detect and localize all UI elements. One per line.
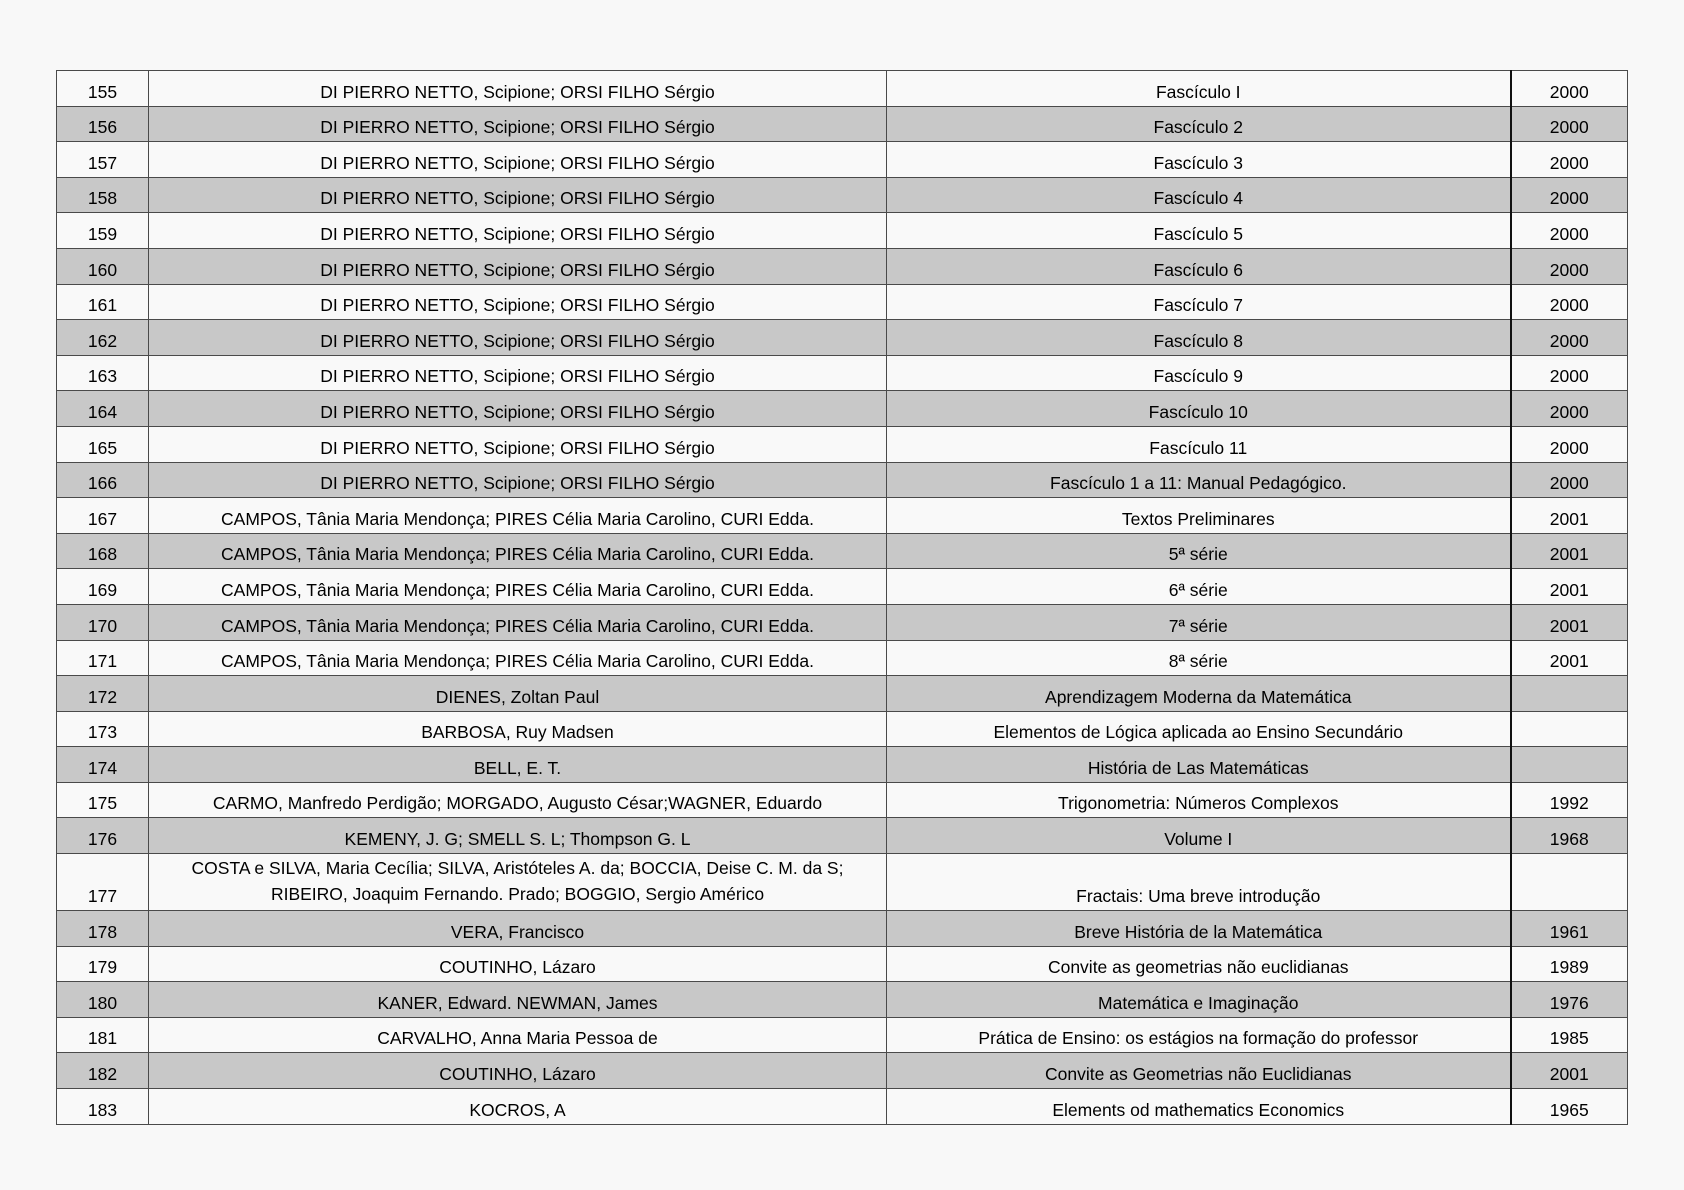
- year-cell: [1511, 711, 1628, 747]
- year-cell: 2000: [1511, 71, 1628, 107]
- year-cell: [1511, 747, 1628, 783]
- title-cell: Fascículo 9: [887, 355, 1511, 391]
- year-cell: [1511, 676, 1628, 712]
- title-cell: Matemática e Imaginação: [887, 982, 1511, 1018]
- author-cell: DI PIERRO NETTO, Scipione; ORSI FILHO Sérgio: [149, 142, 887, 178]
- item-number: 183: [57, 1089, 149, 1125]
- title-cell: Elementos de Lógica aplicada ao Ensino Secundário: [887, 711, 1511, 747]
- year-cell: 1992: [1511, 782, 1628, 818]
- author-cell: KANER, Edward. NEWMAN, James: [149, 982, 887, 1018]
- year-cell: 2000: [1511, 284, 1628, 320]
- title-cell: Breve História de la Matemática: [887, 911, 1511, 947]
- table-row: [57, 640, 1628, 676]
- year-cell: 1961: [1511, 911, 1628, 947]
- author-cell: DI PIERRO NETTO, Scipione; ORSI FILHO Sérgio: [149, 391, 887, 427]
- author-cell: KOCROS, A: [149, 1089, 887, 1125]
- item-number: 164: [57, 391, 149, 427]
- year-cell: 1965: [1511, 1089, 1628, 1125]
- item-number: 168: [57, 533, 149, 569]
- item-number: 162: [57, 320, 149, 356]
- author-cell: DI PIERRO NETTO, Scipione; ORSI FILHO Sérgio: [149, 426, 887, 462]
- author-cell: BARBOSA, Ruy Madsen: [149, 711, 887, 747]
- author-cell: COSTA e SILVA, Maria Cecília; SILVA, Aristóteles A. da; BOCCIA, Deise C. M. da S; RIBEIRO, Joaquim Fernando. Prado; BOGGIO, Sergio Américo: [149, 854, 887, 911]
- author-cell: DI PIERRO NETTO, Scipione; ORSI FILHO Sérgio: [149, 71, 887, 107]
- table-row: [57, 391, 1628, 427]
- title-cell: Convite as Geometrias não Euclidianas: [887, 1053, 1511, 1089]
- book-table: [56, 70, 1628, 1125]
- table-row: [57, 676, 1628, 712]
- title-cell: Fascículo 8: [887, 320, 1511, 356]
- title-cell: Fascículo 6: [887, 248, 1511, 284]
- item-number: 163: [57, 355, 149, 391]
- title-cell: Aprendizagem Moderna da Matemática: [887, 676, 1511, 712]
- author-cell: CAMPOS, Tânia Maria Mendonça; PIRES Célia Maria Carolino, CURI Edda.: [149, 498, 887, 534]
- year-cell: 2000: [1511, 177, 1628, 213]
- table-row: [57, 142, 1628, 178]
- year-cell: 2000: [1511, 462, 1628, 498]
- year-cell: 2001: [1511, 533, 1628, 569]
- author-cell: DI PIERRO NETTO, Scipione; ORSI FILHO Sérgio: [149, 462, 887, 498]
- author-cell: CAMPOS, Tânia Maria Mendonça; PIRES Célia Maria Carolino, CURI Edda.: [149, 604, 887, 640]
- table-row: [57, 71, 1628, 107]
- table-row: [57, 911, 1628, 947]
- author-cell: DI PIERRO NETTO, Scipione; ORSI FILHO Sérgio: [149, 355, 887, 391]
- title-cell: Fascículo 7: [887, 284, 1511, 320]
- item-number: 179: [57, 946, 149, 982]
- year-cell: 2000: [1511, 142, 1628, 178]
- author-cell: DI PIERRO NETTO, Scipione; ORSI FILHO Sérgio: [149, 248, 887, 284]
- year-cell: 1989: [1511, 946, 1628, 982]
- table-row: [57, 782, 1628, 818]
- table-row: [57, 213, 1628, 249]
- item-number: 170: [57, 604, 149, 640]
- table-row: [57, 498, 1628, 534]
- item-number: 155: [57, 71, 149, 107]
- author-cell: DI PIERRO NETTO, Scipione; ORSI FILHO Sérgio: [149, 284, 887, 320]
- table-row: [57, 177, 1628, 213]
- item-number: 174: [57, 747, 149, 783]
- title-cell: Elements od mathematics Economics: [887, 1089, 1511, 1125]
- table-row: [57, 854, 1628, 911]
- year-cell: 2001: [1511, 569, 1628, 605]
- item-number: 180: [57, 982, 149, 1018]
- title-cell: Prática de Ensino: os estágios na formação do professor: [887, 1017, 1511, 1053]
- book-table-body: [57, 71, 1628, 1125]
- table-row: [57, 426, 1628, 462]
- year-cell: 1968: [1511, 818, 1628, 854]
- table-row: [57, 1053, 1628, 1089]
- table-row: [57, 320, 1628, 356]
- author-cell: VERA, Francisco: [149, 911, 887, 947]
- table-row: [57, 106, 1628, 142]
- title-cell: Fascículo 4: [887, 177, 1511, 213]
- author-cell: DI PIERRO NETTO, Scipione; ORSI FILHO Sérgio: [149, 106, 887, 142]
- item-number: 182: [57, 1053, 149, 1089]
- title-cell: Fascículo I: [887, 71, 1511, 107]
- title-cell: Trigonometria: Números Complexos: [887, 782, 1511, 818]
- item-number: 173: [57, 711, 149, 747]
- author-cell: DI PIERRO NETTO, Scipione; ORSI FILHO Sérgio: [149, 177, 887, 213]
- year-cell: 2000: [1511, 248, 1628, 284]
- year-cell: [1511, 854, 1628, 911]
- title-cell: Fascículo 1 a 11: Manual Pedagógico.: [887, 462, 1511, 498]
- item-number: 169: [57, 569, 149, 605]
- year-cell: 2000: [1511, 320, 1628, 356]
- title-cell: Fascículo 3: [887, 142, 1511, 178]
- item-number: 158: [57, 177, 149, 213]
- book-list-sheet: [56, 70, 1627, 1125]
- year-cell: 2001: [1511, 604, 1628, 640]
- item-number: 157: [57, 142, 149, 178]
- item-number: 161: [57, 284, 149, 320]
- item-number: 176: [57, 818, 149, 854]
- author-cell: COUTINHO, Lázaro: [149, 946, 887, 982]
- author-cell: DI PIERRO NETTO, Scipione; ORSI FILHO Sérgio: [149, 213, 887, 249]
- item-number: 165: [57, 426, 149, 462]
- table-row: [57, 533, 1628, 569]
- table-row: [57, 711, 1628, 747]
- item-number: 166: [57, 462, 149, 498]
- title-cell: Fascículo 11: [887, 426, 1511, 462]
- item-number: 175: [57, 782, 149, 818]
- year-cell: 2001: [1511, 640, 1628, 676]
- title-cell: 5ª série: [887, 533, 1511, 569]
- year-cell: 2001: [1511, 1053, 1628, 1089]
- item-number: 156: [57, 106, 149, 142]
- author-cell: DI PIERRO NETTO, Scipione; ORSI FILHO Sérgio: [149, 320, 887, 356]
- table-row: [57, 946, 1628, 982]
- title-cell: 8ª série: [887, 640, 1511, 676]
- table-row: [57, 747, 1628, 783]
- author-cell: CAMPOS, Tânia Maria Mendonça; PIRES Célia Maria Carolino, CURI Edda.: [149, 640, 887, 676]
- year-cell: 2000: [1511, 355, 1628, 391]
- author-cell: CAMPOS, Tânia Maria Mendonça; PIRES Célia Maria Carolino, CURI Edda.: [149, 533, 887, 569]
- year-cell: 2000: [1511, 106, 1628, 142]
- title-cell: Fascículo 10: [887, 391, 1511, 427]
- year-cell: 2001: [1511, 498, 1628, 534]
- year-cell: 2000: [1511, 426, 1628, 462]
- item-number: 178: [57, 911, 149, 947]
- table-row: [57, 569, 1628, 605]
- title-cell: 6ª série: [887, 569, 1511, 605]
- title-cell: Convite as geometrias não euclidianas: [887, 946, 1511, 982]
- author-cell: CAMPOS, Tânia Maria Mendonça; PIRES Célia Maria Carolino, CURI Edda.: [149, 569, 887, 605]
- item-number: 160: [57, 248, 149, 284]
- title-cell: Fractais: Uma breve introdução: [887, 854, 1511, 911]
- author-cell: CARVALHO, Anna Maria Pessoa de: [149, 1017, 887, 1053]
- title-cell: Fascículo 2: [887, 106, 1511, 142]
- item-number: 159: [57, 213, 149, 249]
- author-cell: BELL, E. T.: [149, 747, 887, 783]
- item-number: 172: [57, 676, 149, 712]
- author-cell: DIENES, Zoltan Paul: [149, 676, 887, 712]
- year-cell: 1976: [1511, 982, 1628, 1018]
- year-cell: 2000: [1511, 391, 1628, 427]
- year-cell: 2000: [1511, 213, 1628, 249]
- title-cell: Textos Preliminares: [887, 498, 1511, 534]
- item-number: 167: [57, 498, 149, 534]
- item-number: 177: [57, 854, 149, 911]
- table-row: [57, 982, 1628, 1018]
- table-row: [57, 462, 1628, 498]
- item-number: 171: [57, 640, 149, 676]
- title-cell: 7ª série: [887, 604, 1511, 640]
- author-cell: CARMO, Manfredo Perdigão; MORGADO, Augusto César;WAGNER, Eduardo: [149, 782, 887, 818]
- title-cell: Volume I: [887, 818, 1511, 854]
- title-cell: Fascículo 5: [887, 213, 1511, 249]
- table-row: [57, 355, 1628, 391]
- table-row: [57, 1017, 1628, 1053]
- year-cell: 1985: [1511, 1017, 1628, 1053]
- table-row: [57, 604, 1628, 640]
- item-number: 181: [57, 1017, 149, 1053]
- author-cell: KEMENY, J. G; SMELL S. L; Thompson G. L: [149, 818, 887, 854]
- table-row: [57, 1089, 1628, 1125]
- table-row: [57, 248, 1628, 284]
- table-row: [57, 284, 1628, 320]
- table-row: [57, 818, 1628, 854]
- title-cell: História de Las Matemáticas: [887, 747, 1511, 783]
- author-cell: COUTINHO, Lázaro: [149, 1053, 887, 1089]
